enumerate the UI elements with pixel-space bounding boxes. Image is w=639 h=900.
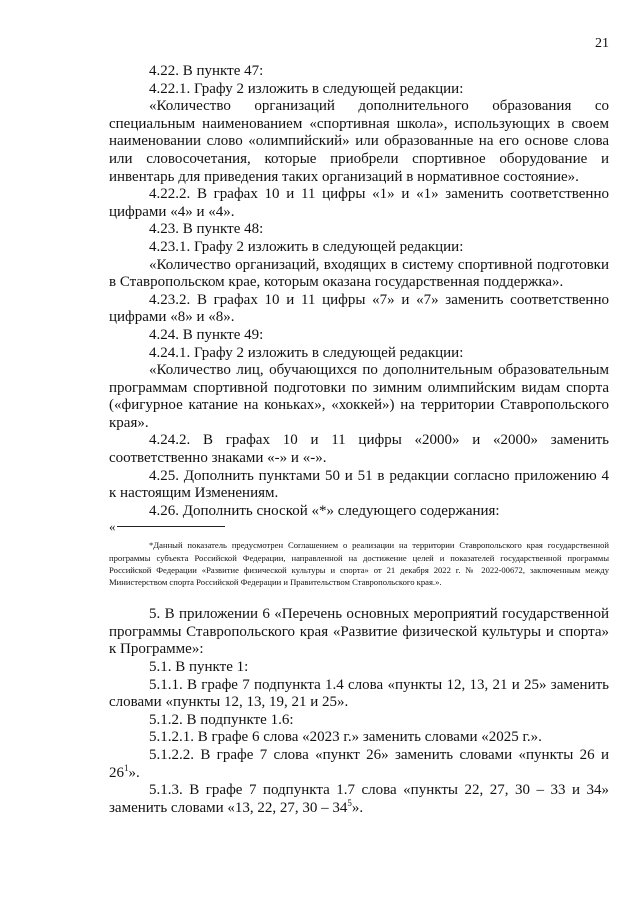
paragraph-5-1-2-2 [109,747,609,782]
paragraph-4-24-2: 4.24.2. В графах 10 и 11 цифры «2000» и «2000» заменить соответственно знаками «-» и «-». [109,432,609,467]
paragraph-4-22-2: 4.22.2. В графах 10 и 11 цифры «1» и «1» заменить соответственно цифрами «4» и «4». [109,186,609,220]
document-body [109,63,609,817]
paragraph-4-25: 4.25. Дополнить пунктами 50 и 51 в редакции согласно приложению 4 к настоящим Изменениям. [109,467,609,502]
paragraph-4-22-1-quote: «Количество организаций дополнительного образования со специальным наименованием «спортивная школа», использующих в своем наименовании слово «олимпийский» или образованные на его основе слова или словосочетания, которые приобрели спортивное оборудование и инвентарь для приведения таких организаций в нормативное состояние». [109,98,609,185]
footnote-text: *Данный показатель предусмотрен Соглашением о реализации на территории Ставропольского края государственной программы субъекта Российской Федерации, направленной на достижение целей и показателей государственной программы Российской Федерации «Развитие физической культуры и спорта» от 21 декабря 2022 г. № 2022-00672, заключенным между Министерством спорта Российской Федерации и Правительством Ставропольского края.». [109,540,609,588]
paragraph-4-22-1: 4.22.1. Графу 2 изложить в следующей редакции: [149,80,464,97]
footnote-block [109,521,609,588]
paragraph-5-1-3-text: 5.1.3. В графе 7 подпункта 1.7 слова «пункты 22, 27, 30 – 33 и 34» заменить словами «13, 22, 27, 30 – 34 [109,782,609,816]
paragraph-5: 5. В приложении 6 «Перечень основных мероприятий государственной программы Ставропольского края «Развитие физической культуры и спорта» к Программе»: [109,606,609,658]
footnote-separator [117,526,225,527]
paragraph-4-23: 4.23. В пункте 48: [149,221,264,238]
paragraph-5-1-2-2-superscript: 1 [124,762,129,773]
paragraph-4-23-1: 4.23.1. Графу 2 изложить в следующей редакции: [149,238,464,255]
paragraph-4-26: 4.26. Дополнить сноской «*» следующего содержания: [149,502,500,519]
page-number: 21 [595,36,609,51]
paragraph-5-1-2-1: 5.1.2.1. В графе 6 слова «2023 г.» заменить словами «2025 г.». [149,729,542,746]
paragraph-4-24: 4.24. В пункте 49: [149,326,264,343]
paragraph-4-22: 4.22. В пункте 47: [149,63,264,79]
paragraph-5-1-1: 5.1.1. В графе 7 подпункта 1.4 слова «пункты 12, 13, 21 и 25» заменить словами «пункты 12, 13, 19, 21 и 25». [109,676,609,711]
paragraph-5-1-3 [109,782,609,817]
paragraph-4-24-1-quote: «Количество лиц, обучающихся по дополнительным образовательным программам спортивной подготовки по зимним олимпийским видам спорта («фигурное катание на коньках», «хоккей») на территории Ставропольского края». [109,362,609,431]
footnote-open-quote: « [109,519,116,535]
paragraph-5-1-3-superscript: 5 [347,797,352,808]
paragraph-4-23-1-quote: «Количество организаций, входящих в систему спортивной подготовки в Ставропольском крае, которым оказана государственная поддержка». [109,256,609,291]
paragraph-5-1-2: 5.1.2. В подпункте 1.6: [149,711,294,728]
paragraph-4-24-1: 4.24.1. Графу 2 изложить в следующей редакции: [149,344,464,361]
paragraph-5-1-2-2-text: 5.1.2.2. В графе 7 слова «пункт 26» заменить словами «пункты 26 и 26 [109,747,609,781]
paragraph-5-1-2-2-tail: ». [128,764,140,781]
paragraph-5-1: 5.1. В пункте 1: [149,659,249,676]
paragraph-4-23-2: 4.23.2. В графах 10 и 11 цифры «7» и «7» заменить соответственно цифрами «8» и «8». [109,291,609,326]
section-gap [109,588,609,606]
paragraph-5-1-3-tail: ». [351,799,364,816]
